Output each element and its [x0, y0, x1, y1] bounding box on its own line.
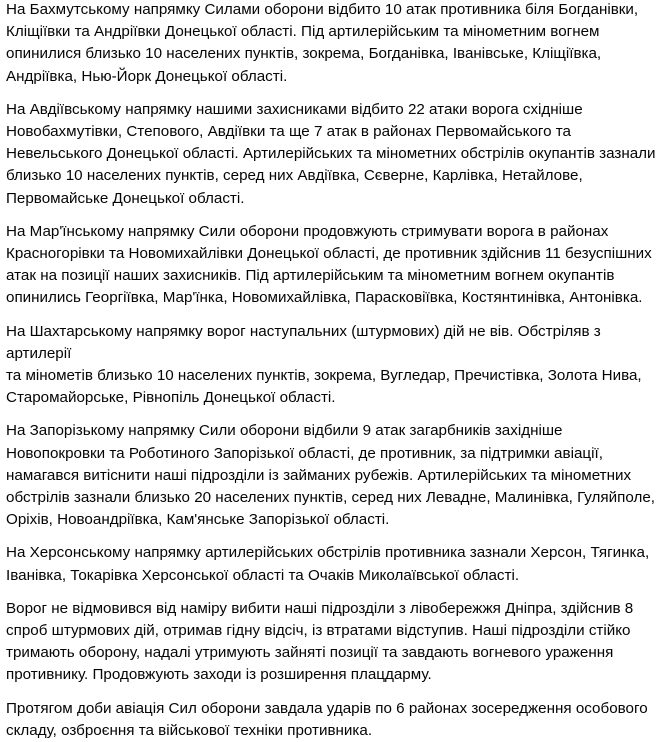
paragraph-aviation: Протягом доби авіація Сил оборони завдала ударів по 6 районах зосередження особового складу, озброєння та військової техніки противника.: [6, 699, 648, 739]
paragraph-marinka: На Мар'їнському напрямку Сили оборони продовжують стримувати ворога в районах Красногорівки та Новомихайлівки Донецької області, де противник здійснив 11 безуспішних атак на позиції наших захисників. Під артилерійським та мінометним вогнем окупантів опинились Георгіївка, Мар'їнка, Новомихайлівка, Парасковіївка, Костянтинівка, Антонівка.: [6, 222, 652, 307]
paragraph-avdiivka: На Авдіївському напрямку нашими захисниками відбито 22 атаки ворога східніше Новобахмутівки, Степового, Авдіївки та ще 7 атак в районах Первомайського та Невельського Донецької області. Артилерійських та мінометних обстрілів окупантів зазнали близько 10 населених пунктів, серед них Авдіївка, Сєверне, Карлівка, Нетайлове, Первомайське Донецької області.: [6, 100, 656, 207]
paragraph-zaporizhzhia: На Запорізькому напрямку Сили оборони відбили 9 атак загарбників західніше Новопокровки та Роботиного Запорізької області, де противник, за підтримки авіації, намагався витіснити наші підрозділи із займаних рубежів. Артилерійських та мінометних обстрілів зазнали близько 20 населених пунктів, серед них Левадне, Малинівка, Гуляйполе, Оріхів, Новоандріївка, Кам'янське Запорізької області.: [6, 422, 655, 529]
paragraph-kherson: На Херсонському напрямку артилерійських обстрілів противника зазнали Херсон, Тягинка, Іванівка, Токарівка Херсонської області та Очаків Миколаївської області.: [6, 544, 650, 584]
paragraph-bakhmut: На Бахмутському напрямку Силами оборони відбито 10 атак противника біля Богданівки, Кліщіївки та Андріївки Донецької області. Під артилерійським та мінометним вогнем опинилися близько 10 населених пунктів, зокрема, Богданівка, Іванівське, Кліщіївка, Андріївка, Нью-Йорк Донецької області.: [6, 1, 639, 85]
paragraph-shakhtarsk: На Шахтарському напрямку ворог наступальних (штурмових) дій не вів. Обстріляв з артилерії та мінометів близько 10 населених пунктів, зокрема, Вугледар, Пречистівка, Золота Нива, Старомайорське, Рівнопіль Донецької області.: [6, 322, 642, 407]
paragraph-dnipro-left-bank: Ворог не відмовився від наміру вибити наші підрозділи з лівобережжя Дніпра, здійснив 8 спроб штурмових дій, отримав гідну відсіч, із втратами відступив. Наші підрозділи стійко тримають оборону, надалі утримують зайняті позиції та завдають вогневого ураження противнику. Продовжують заходи із розширення плацдарму.: [6, 599, 634, 684]
